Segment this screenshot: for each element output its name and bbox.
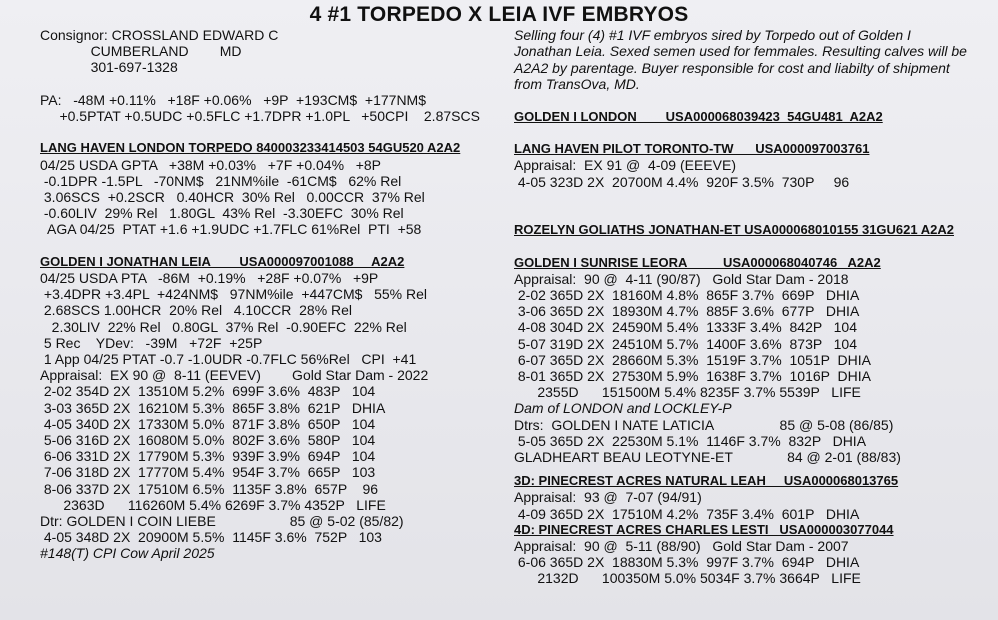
dams-dam-daughter-record: 5-05 365D 2X 22530M 5.1% 1146F 3.7% 832P DHIA <box>514 432 867 449</box>
consignor-city: CUMBERLAND MD <box>40 43 242 60</box>
dams-dam-line: Appraisal: 90 @ 4-11 (90/87) Gold Star Dam - 2018 <box>514 270 849 287</box>
third-dam-header: 3D: PINECREST ACRES NATURAL LEAH USA000068013765 <box>514 473 899 489</box>
dams-dam-lifetime: 2355D 151500M 5.4% 8235F 3.7% 5539P LIFE <box>514 384 861 401</box>
dams-sire-header: ROZELYN GOLIATHS JONATHAN-ET USA000068010155 31GU621 A2A2 <box>514 222 954 238</box>
dam-line: 5 Rec YDev: -39M +72F +25P <box>40 334 263 351</box>
pa-block <box>40 92 510 124</box>
dam-header: GOLDEN I JONATHAN LEIA USA000097001088 A2A2 <box>40 253 405 269</box>
sire-block <box>40 140 510 237</box>
sire-header: LANG HAVEN LONDON TORPEDO 840003233414503 54GU520 A2A2 <box>40 140 461 156</box>
dam-record: 8-06 337D 2X 17510M 6.5% 1135F 3.8% 657P 96 <box>40 480 379 497</box>
consignor-block <box>40 27 510 76</box>
right-column <box>514 27 984 587</box>
sires-dam-line: 4-05 323D 2X 20700M 4.4% 920F 3.5% 730P 96 <box>514 173 850 190</box>
dam-line: 1 App 04/25 PTAT -0.7 -1.0UDR -0.7FLC 56%Rel CPI +41 <box>40 351 417 368</box>
sire-line: AGA 04/25 PTAT +1.6 +1.9UDC +1.7FLC 61%Rel PTI +58 <box>40 221 422 238</box>
sire-line: 04/25 USDA GPTA +38M +0.03% +7F +0.04% +8P <box>40 156 381 173</box>
dam-line: 2.68SCS 1.00HCR 20% Rel 4.10CCR 28% Rel <box>40 302 353 319</box>
dams-dam-record: 5-07 319D 2X 24510M 5.7% 1400F 3.6% 873P 104 <box>514 335 857 352</box>
dams-dam-record: 6-07 365D 2X 28660M 5.3% 1519F 3.7% 1051P DHIA <box>514 351 871 368</box>
dams-dam-record: 3-06 365D 2X 18930M 4.7% 885F 3.6% 677P DHIA <box>514 303 860 320</box>
third-dam-line: 4-09 365D 2X 17510M 4.2% 735F 3.4% 601P DHIA <box>514 505 860 522</box>
dam-line: 2.30LIV 22% Rel 0.80GL 37% Rel -0.90EFC 22% Rel <box>40 318 407 335</box>
sires-dam-header: LANG HAVEN PILOT TORONTO-TW USA000097003761 <box>514 141 870 157</box>
pa-line: +0.5PTAT +0.5UDC +0.5FLC +1.7DPR +1.0PL +50CPI 2.87SCS <box>40 108 480 124</box>
dam-line: 04/25 USDA PTA -86M +0.19% +28F +0.07% +9P <box>40 270 379 286</box>
dam-record: 4-05 340D 2X 17330M 5.0% 871F 3.8% 650P 104 <box>40 415 376 432</box>
dam-daughter: Dtr: GOLDEN I COIN LIEBE 85 @ 5-02 (85/82) <box>40 513 404 530</box>
left-column <box>40 27 510 562</box>
dam-of-note: Dam of LONDON and LOCKLEY-P <box>514 400 732 417</box>
sires-dam-line: Appraisal: EX 91 @ 4-09 (EEEVE) <box>514 157 736 174</box>
dam-line: +3.4DPR +3.4PL +424NM$ 97NM%ile +447CM$ 55% Rel <box>40 286 428 303</box>
dam-record: 3-03 365D 2X 16210M 5.3% 865F 3.8% 621P DHIA <box>40 399 386 416</box>
dam-record: 5-06 316D 2X 16080M 5.0% 802F 3.6% 580P 104 <box>40 432 376 449</box>
dams-dam-record: 8-01 365D 2X 27530M 5.9% 1638F 3.7% 1016P DHIA <box>514 368 871 384</box>
consignor-line: Consignor: CROSSLAND EDWARD C <box>40 27 279 43</box>
dams-dam-daughter: Dtrs: GOLDEN I NATE LATICIA 85 @ 5-08 (86/85) <box>514 416 894 433</box>
dam-record: 2-02 354D 2X 13510M 5.2% 699F 3.6% 483P 104 <box>40 383 376 400</box>
fourth-dam-lifetime: 2132D 100350M 5.0% 5034F 3.7% 3664P LIFE <box>514 570 861 587</box>
dams-dam-header: GOLDEN I SUNRISE LEORA USA000068040746 A2A2 <box>514 254 881 270</box>
fourth-dam-line: 6-06 365D 2X 18830M 5.3% 997F 3.7% 694P DHIA <box>514 554 860 571</box>
sires-sire-header: GOLDEN I LONDON USA000068039423 54GU481 A2A2 <box>514 108 883 124</box>
pa-line: PA: -48M +0.11% +18F +0.06% +9P +193CM$ +177NM$ <box>40 91 427 108</box>
dam-record: 6-06 331D 2X 17790M 5.3% 939F 3.9% 694P 104 <box>40 448 376 465</box>
third-dam-line: Appraisal: 93 @ 7-07 (94/91) <box>514 489 702 506</box>
dam-lifetime: 2363D 116260M 5.4% 6269F 3.7% 4352P LIFE <box>40 496 386 513</box>
offering-description: Selling four (4) #1 IVF embryos sired by Torpedo out of Golden I Jonathan Leia. Sexed semen used for femmales. Resulting calves will be A2A2 by parentage. Buyer responsible for cost and liabilty of shipment from TransOva, MD. <box>514 27 967 93</box>
fourth-dam-header: 4D: PINECREST ACRES CHARLES LESTI USA000003077044 <box>514 521 894 537</box>
sire-line: 3.06SCS +0.2SCR 0.40HCR 30% Rel 0.00CCR 37% Rel <box>40 189 425 205</box>
dam-daughter-record: 4-05 348D 2X 20900M 5.5% 1145F 3.6% 752P 103 <box>40 529 382 546</box>
page-title: 4 #1 TORPEDO X LEIA IVF EMBRYOS <box>309 3 689 26</box>
dam-line: Appraisal: EX 90 @ 8-11 (EEVEV) Gold Star Dam - 2022 <box>40 367 429 384</box>
dam-block <box>40 254 510 562</box>
cpi-note: #148(T) CPI Cow April 2025 <box>40 545 215 562</box>
dam-record: 7-06 318D 2X 17770M 5.4% 954F 3.7% 665P 103 <box>40 464 376 481</box>
sire-line: -0.60LIV 29% Rel 1.80GL 43% Rel -3.30EFC 30% Rel <box>40 205 404 222</box>
dams-dam-record: 4-08 304D 2X 24590M 5.4% 1333F 3.4% 842P 104 <box>514 319 857 336</box>
fourth-dam-line: Appraisal: 90 @ 5-11 (88/90) Gold Star Dam - 2007 <box>514 538 849 555</box>
sire-line: -0.1DPR -1.5PL -70NM$ 21NM%ile -61CM$ 62% Rel <box>40 172 402 189</box>
consignor-phone: 301-697-1328 <box>40 59 178 76</box>
dams-dam-daughter: GLADHEART BEAU LEOTYNE-ET 84 @ 2-01 (88/83) <box>514 449 901 466</box>
dams-dam-record: 2-02 365D 2X 18160M 4.8% 865F 3.7% 669P DHIA <box>514 286 860 303</box>
